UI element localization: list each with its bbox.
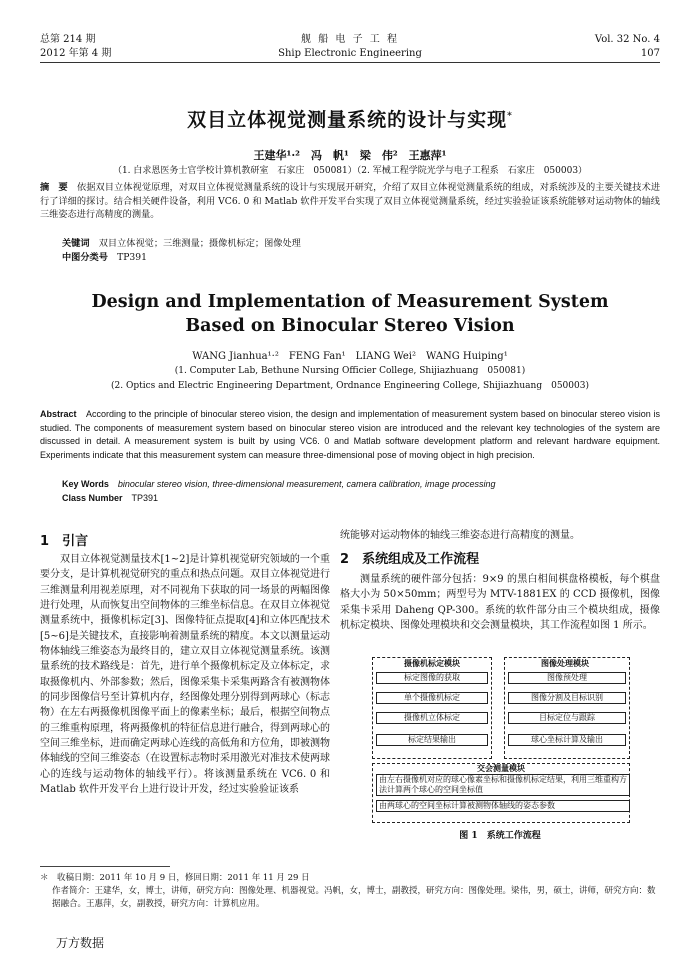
flow-box-pose: 由两球心的空间坐标计算被测物体轴线的姿态参数 (376, 800, 630, 812)
affiliation-cn: （1. 白求恩医务士官学校计算机教研室 石家庄 050081）（2. 军械工程学院光学与电子工程系 石家庄 050003） (112, 166, 588, 176)
authors-cn: 王建华¹·² 冯 帆¹ 梁 伟² 王惠萍¹ (253, 149, 447, 162)
affiliation-en-2: (2. Optics and Electric Engineering Department, Ordnance Engineering College, Shijiazhuang 050003) (111, 381, 589, 391)
paper-title-cn: 双目立体视觉测量系统的设计与实现* (187, 109, 513, 131)
header-rule (40, 62, 660, 63)
footnote-bio: 作者简介：王建华，女，博士，讲师，研究方向：图像处理、机器视觉。冯帆，女，博士，副教授，研究方向：图像处理。梁伟，男，硕士，讲师，研究方向：数据融合。王惠萍，女，副教授，研究方向：计算机应用。 (52, 886, 656, 909)
abstract-cn: 摘 要 依据双目立体视觉原理，对双目立体视觉测量系统的设计与实现展开研究，介绍了双目立体视觉测量系统的组成，对系统涉及的主要关键技术进行了详细的探讨。结合相关硬件设备，利用 VC6. 0 和 Matlab 软件开发平台实现了双目立体视觉测量系统，经过实验验证该系统能够对运动物体的轴线三维姿态进行高精度的测量。 (40, 182, 661, 220)
section-1-body: 双目立体视觉测量技术[1~2]是计算机视觉研究领域的一个重要分支，是计算机视觉研究的重点和热点问题。双目立体视觉进行三维测量利用视差原理，对不同视角下获取的同一场景的两幅图像进行处理，从而恢复出空间物体的三维坐标信息。在双目立体视觉测量系统中，摄像机标定[3]、图像特征点提取[4]和立体匹配技术[5~6]是关键技术，直接影响着测量系统的精度。本文以测量运动物体轴线三维姿态为最终目的，建立双目立体视觉测量系统。该测量系统的技术路线是：首先，进行单个摄像机标定及立体标定，求取摄像机内、外部参数；然后，图像采集卡采集两路含有被测物体的同步图像信号至计算机内存，经图像处理分别得到两球心（标志物）在左右两摄像机图像平面上的像素坐标；最后，根据空间物点的三维重构原理，将两摄像机的特征信息进行融合，得到两球心的空间三维坐标，进而确定两球心连线的高低角和方位角，即被测物体轴线的空间三维姿态（在设置标志物时采用激光对准技术使两球心的连线与运动物体的轴线平行）。将该测量系统在 VC6. 0 和 Matlab 软件开发平台上进行设计开发，经过实验验证该系 (40, 554, 330, 796)
flow-box-preprocess: 图像预处理 (508, 672, 626, 684)
section-2-body: 测量系统的硬件部分包括：9×9 的黑白相间棋盘格模板，每个棋盘格大小为 50×50mm；两型号为 MTV-1881EX 的 CCD 摄像机，图像采集卡采用 Daheng QP-300。系统的软件部分由三个模块组成，摄像机标定模块、图像处理模块和交会测量模块，其工作流程如图 1 所示。 (340, 574, 660, 632)
keywords-en: Key Words binocular stereo vision, three-dimensional measurement, camera calibration, image processing (62, 479, 496, 489)
footnote (40, 872, 660, 911)
right-column-continuation: 统能够对运动物体的轴线三维姿态进行高精度的测量。 (340, 530, 580, 541)
flow-box-center-output: 球心坐标计算及输出 (508, 734, 626, 746)
figure-1-flowchart (370, 657, 630, 824)
flow-box-calib-acquire: 标定图像的获取 (376, 672, 488, 684)
header-issue-total: 总第 214 期 (40, 34, 96, 45)
class-number-en: Class Number TP391 (62, 493, 159, 503)
figure-1-caption: 图 1 系统工作流程 (459, 831, 541, 841)
journal-name-en: Ship Electronic Engineering (278, 48, 422, 59)
flow-box-stereo-calib: 摄像机立体标定 (376, 712, 488, 724)
section-2-heading: 2 系统组成及工作流程 (340, 552, 480, 567)
watermark-text: 万方数据 (56, 936, 105, 950)
module-intersection-label: 交会测量模块 (468, 764, 534, 774)
footnote-received: ＊ 收稿日期：2011 年 10 月 9 日，修回日期：2011 年 11 月 29 日 (40, 873, 310, 883)
header-volume: Vol. 32 No. 4 (594, 34, 660, 45)
flow-box-tracking: 目标定位与跟踪 (508, 712, 626, 724)
module-image-processing-label: 图像处理模块 (530, 659, 600, 669)
authors-en: WANG Jianhua¹·² FENG Fan¹ LIANG Wei² WANG Huiping¹ (192, 351, 508, 362)
flow-box-segmentation: 图像分割及目标识别 (508, 692, 626, 704)
flow-box-3d-reconstruct: 由左右摄像机对应的球心像素坐标和摄像机标定结果，利用三维重构方法计算两个球心的空间坐标值 (376, 774, 630, 796)
page-number: 107 (640, 48, 660, 59)
footnote-rule (40, 866, 170, 867)
section-1-heading: 1 引言 (40, 534, 89, 549)
module-calibration-label: 摄像机标定模块 (398, 659, 466, 669)
paper-title-en: Design and Implementation of Measurement System Based on Binocular Stereo Vision (91, 292, 609, 336)
header-issue-year: 2012 年第 4 期 (40, 48, 112, 59)
class-number-cn: 中图分类号 TP391 (62, 252, 147, 263)
flow-box-calib-output: 标定结果输出 (376, 734, 488, 746)
flow-box-single-calib: 单个摄像机标定 (376, 692, 488, 704)
affiliation-en-1: (1. Computer Lab, Bethune Nursing Officier College, Shijiazhuang 050081) (174, 366, 526, 376)
journal-name-cn: 舰 船 电 子 工 程 (301, 34, 399, 45)
abstract-en: Abstract According to the principle of binocular stereo vision, the design and implementation of measurement system based on binocular stereo vision is studied. The components of measurement system based on binocular stereo vision are introduced and the relevant key technologies of the system are discussed in detail. A measurement system is built by using VC6. 0 and Matlab software development platform and relevant hardware equipment. Experiments indicate that this measurement system can measure three-dimensional pose of moving object in high precision. (40, 409, 660, 460)
keywords-cn: 关键词 双目立体视觉；三维测量；摄像机标定；图像处理 (62, 238, 301, 249)
